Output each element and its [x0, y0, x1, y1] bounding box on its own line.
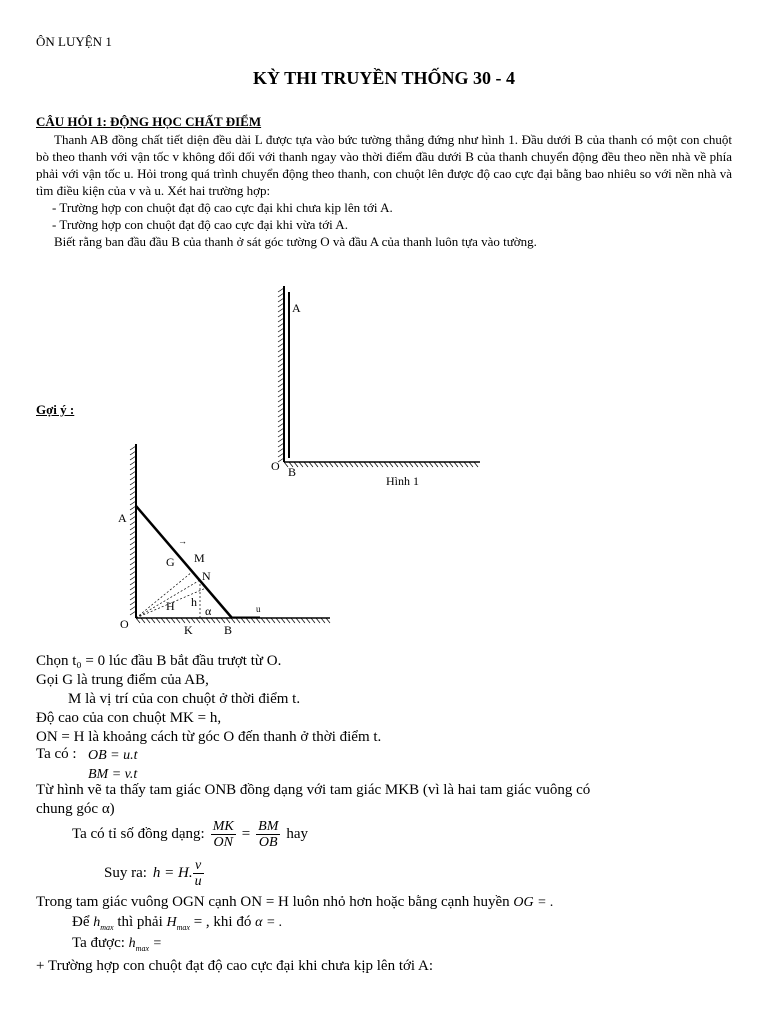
solution-line-8: Trong tam giác vuông OGN cạnh ON = H luôn nhỏ hơn hoặc bằng cạnh huyền OG = .: [36, 894, 554, 910]
solution-line-6: Từ hình vẽ ta thấy tam giác ONB đồng dạng với tam giác MKB (vì là hai tam giác vuông có: [36, 782, 591, 798]
label-b: B: [224, 623, 233, 637]
solution-last-line: + Trường hợp con chuột đạt độ cao cực đại khi chưa kịp lên tới A:: [36, 958, 434, 974]
equation-ob: OB = u.t: [88, 748, 138, 763]
label-u-vector: u: [256, 604, 261, 614]
solution-line-2: Gọi G là trung điểm của AB,: [36, 672, 209, 688]
page-title: KỲ THI TRUYỀN THỐNG 30 - 4: [252, 68, 516, 88]
label-h-lower: h: [191, 595, 197, 609]
rod-ab: [136, 506, 232, 618]
label-v-vector: →: [178, 536, 187, 546]
solution-line-4: Độ cao của con chuột MK = h,: [36, 710, 222, 726]
label-o: O: [271, 459, 280, 473]
solution-line-1: Chọn t₀ = 0 lúc đầu B bắt đầu trượt từ O.: [36, 653, 282, 669]
de-line: Để $h_{max}$ thì phải $H_{max}$ = , khi đó α = .: [72, 914, 283, 932]
equation-bm: BM = v.t: [88, 767, 138, 782]
bullet-item: - Trường hợp con chuột đạt độ cao cực đại khi chưa kịp lên tới A.: [52, 200, 393, 215]
solution-line-5: ON = H là khoảng cách từ góc O đến thanh ở thời điểm t.: [36, 729, 382, 745]
figure-1-caption: Hình 1: [386, 474, 419, 488]
question-heading: [36, 114, 261, 130]
ratio-line: [72, 819, 308, 850]
label-n: N: [202, 569, 211, 583]
question-paragraph: Thanh AB đồng chất tiết diện đều dài L được tựa vào bức tường thẳng đứng như hình 1. Đầu dưới B của thanh có một con chuột bò theo thanh với vận tốc v không đổi đối với thanh ngay vào thời điểm đầu dưới B của thanh chuyển động đều theo nền nhà về phía phải với vận tốc u. Hỏi trong quá trình chuyển động theo thanh, con chuột lên được độ cao cực đại bằng bao nhiêu so với nền nhà và tìm điều kiện của v và u. Xét hai trường hợp:: [36, 132, 732, 198]
bullet-item: - Trường hợp con chuột đạt độ cao cực đại khi vừa tới A.: [52, 217, 348, 232]
label-b: B: [288, 465, 297, 479]
figure-2: [110, 440, 360, 640]
label-alpha: α: [205, 604, 212, 618]
label-k: K: [184, 623, 193, 637]
ta-duoc-line: Ta được: $h_{max}$ =: [72, 935, 162, 953]
suy-ra-line: [104, 858, 204, 889]
hint-label: Gợi ý :: [36, 402, 75, 417]
ratio-prefix: Ta có tỉ số đồng dạng:: [72, 826, 205, 842]
suy-ra-prefix: Suy ra:: [104, 865, 147, 881]
fraction-bm-ob: $\frac{BM}{OB}$: [258, 819, 279, 850]
section-header: ÔN LUYỆN 1: [36, 34, 112, 49]
question-label: CÂU HỎI 1: [36, 114, 103, 129]
question-note: Biết rằng ban đầu đầu B của thanh ở sát góc tường O và đầu A của thanh luôn tựa vào tường.: [54, 234, 537, 249]
label-o: O: [120, 617, 129, 631]
fraction-v-u: $\frac{v}{u}$: [194, 858, 202, 889]
question-topic: : ĐỘNG HỌC CHẤT ĐIỂM: [102, 114, 262, 129]
label-a: A: [118, 511, 127, 525]
label-g: G: [166, 555, 175, 569]
solution-line-3: M là vị trí của con chuột ở thời điểm t.: [68, 691, 301, 707]
fraction-mk-on: $\frac{MK}{ON}$: [212, 819, 234, 850]
question-body: [36, 131, 732, 250]
ratio-equals: =: [241, 826, 251, 842]
solution-line-7: chung góc α): [36, 801, 115, 817]
label-a: A: [292, 301, 301, 315]
label-h-upper: H: [166, 599, 175, 613]
suy-ra-lhs: h = H.: [152, 865, 193, 881]
ta-co-label: Ta có :: [36, 746, 77, 762]
ratio-suffix: hay: [286, 826, 309, 842]
label-m: M: [194, 551, 205, 565]
line-og: [136, 572, 192, 618]
